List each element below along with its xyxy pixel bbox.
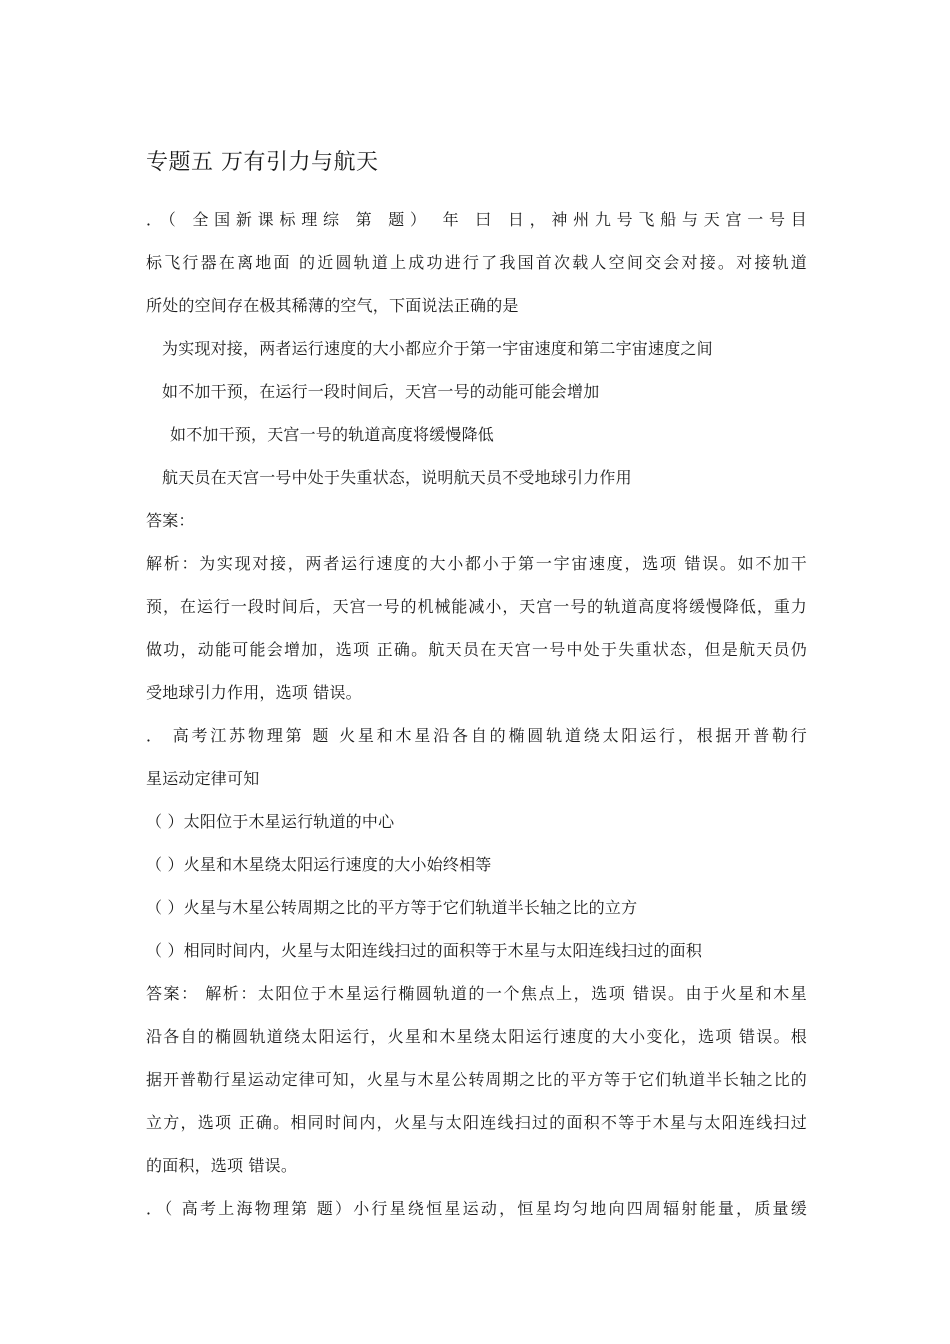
q2-stem-line-2: 星运动定律可知 bbox=[146, 769, 260, 788]
q2-analysis-line-4: 立方，选项 正确。相同时间内，火星与太阳连线扫过的面积不等于木星与太阳连线扫过 bbox=[146, 1113, 807, 1132]
q1-option-d: 航天员在天宫一号中处于失重状态，说明航天员不受地球引力作用 bbox=[162, 468, 632, 487]
q3-stem-line-1: ．（ 高考上海物理第 题）小行星绕恒星运动，恒星均匀地向四周辐射能量，质量缓 bbox=[146, 1199, 807, 1218]
q2-analysis-line-5: 的面积，选项 错误。 bbox=[146, 1156, 298, 1175]
q1-option-b: 如不加干预，在运行一段时间后，天宫一号的动能可能会增加 bbox=[162, 382, 600, 401]
q1-analysis-line-1: 解析：为实现对接，两者运行速度的大小都小于第一宇宙速度，选项 错误。如不加干 bbox=[146, 554, 807, 573]
q1-analysis-line-3: 做功，动能可能会增加，选项 正确。航天员在天宫一号中处于失重状态，但是航天员仍 bbox=[146, 640, 807, 659]
q2-option-d: （ ）相同时间内，火星与太阳连线扫过的面积等于木星与太阳连线扫过的面积 bbox=[146, 941, 703, 960]
q2-option-b: （ ）火星和木星绕太阳运行速度的大小始终相等 bbox=[146, 855, 492, 874]
q2-option-a: （ ）太阳位于木星运行轨道的中心 bbox=[146, 812, 395, 831]
q2-analysis-line-1: 答案： 解析：太阳位于木星运行椭圆轨道的一个焦点上，选项 错误。由于火星和木星 bbox=[146, 984, 807, 1003]
q1-analysis-line-2: 预，在运行一段时间后，天宫一号的机械能减小，天宫一号的轨道高度将缓慢降低，重力 bbox=[146, 597, 807, 616]
q1-option-c: 如不加干预，天宫一号的轨道高度将缓慢降低 bbox=[170, 425, 495, 444]
q1-option-a: 为实现对接，两者运行速度的大小都应介于第一宇宙速度和第二宇宙速度之间 bbox=[162, 339, 713, 358]
q2-analysis-line-3: 据开普勒行星运动定律可知，火星与木星公转周期之比的平方等于它们轨道半长轴之比的 bbox=[146, 1070, 807, 1089]
q1-stem-line-2: 标飞行器在离地面 的近圆轨道上成功进行了我国首次载人空间交会对接。对接轨道 bbox=[146, 253, 807, 272]
q2-analysis-line-2: 沿各自的椭圆轨道绕太阳运行，火星和木星绕太阳运行速度的大小变化，选项 错误。根 bbox=[146, 1027, 807, 1046]
q2-stem-line-1: ． 高考江苏物理第 题 火星和木星沿各自的椭圆轨道绕太阳运行，根据开普勒行 bbox=[146, 726, 807, 745]
q1-stem-line-1: ．（ 全国新课标理综 第 题） 年 曰 日，神州九号飞船与天宫一号目 bbox=[146, 210, 807, 229]
q2-option-c: （ ）火星与木星公转周期之比的平方等于它们轨道半长轴之比的立方 bbox=[146, 898, 638, 917]
q1-stem-line-3: 所处的空间存在极其稀薄的空气，下面说法正确的是 bbox=[146, 296, 519, 315]
q1-analysis-line-4: 受地球引力作用，选项 错误。 bbox=[146, 683, 362, 702]
page-title: 专题五 万有引力与航天 bbox=[146, 150, 379, 175]
q1-answer: 答案： bbox=[146, 511, 195, 530]
